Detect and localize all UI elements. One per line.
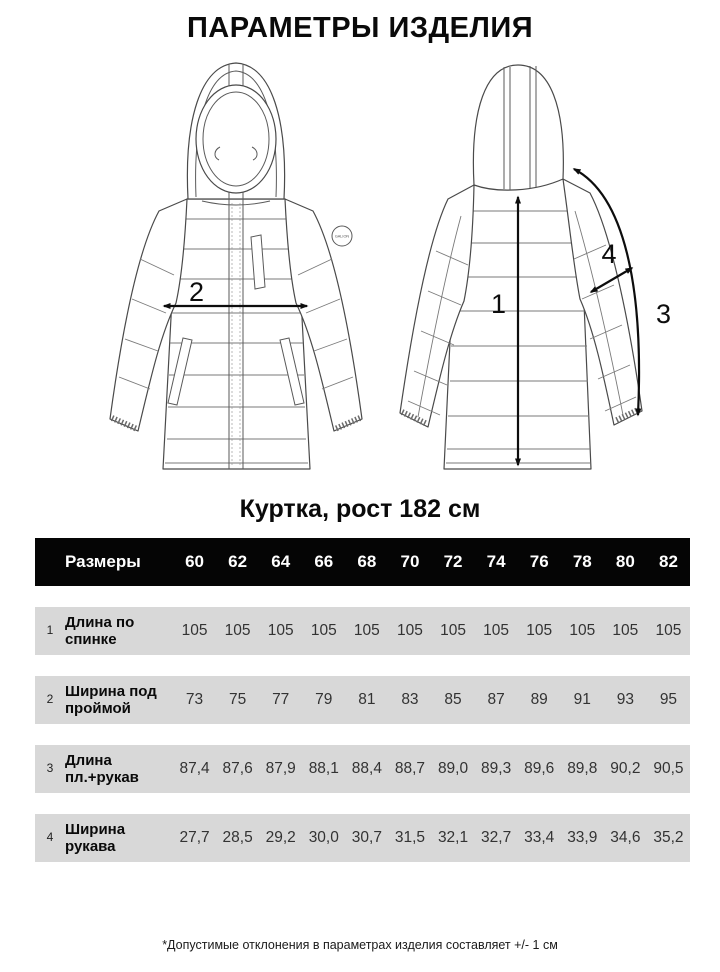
row-label: Длина пл.+рукав bbox=[65, 751, 139, 786]
front-hood-opening-outer bbox=[196, 85, 276, 193]
row-number: 1 bbox=[46, 623, 54, 638]
table-cell: 87,4 bbox=[179, 760, 210, 778]
row-number: 3 bbox=[46, 761, 54, 776]
row-label: Длина по спинке bbox=[65, 613, 135, 648]
size-table-header bbox=[35, 538, 690, 586]
table-cell: 105 bbox=[397, 622, 423, 640]
table-cell: 90,5 bbox=[653, 760, 684, 778]
header-size: 80 bbox=[615, 552, 635, 572]
header-size: 78 bbox=[572, 552, 592, 572]
table-cell: 88,1 bbox=[308, 760, 339, 778]
table-cell: 105 bbox=[569, 622, 596, 640]
table-cell: 87,9 bbox=[265, 760, 296, 778]
table-cell: 81 bbox=[358, 691, 376, 709]
table-cell: 90,2 bbox=[610, 760, 641, 778]
size-table-body bbox=[35, 607, 690, 862]
header-size: 64 bbox=[271, 552, 291, 572]
technical-drawings bbox=[0, 51, 720, 493]
table-cell: 105 bbox=[224, 622, 251, 640]
table-cell: 105 bbox=[483, 622, 510, 640]
table-cell: 95 bbox=[659, 691, 678, 709]
table-cell: 105 bbox=[526, 622, 553, 640]
table-title: Куртка, рост 182 см bbox=[239, 495, 481, 523]
table-cell: 105 bbox=[267, 622, 294, 640]
row-number: 4 bbox=[46, 830, 54, 845]
table-cell: 79 bbox=[315, 691, 333, 709]
table-cell: 105 bbox=[181, 622, 208, 640]
table-cell: 30,7 bbox=[351, 829, 382, 847]
table-cell: 87,6 bbox=[222, 760, 253, 778]
table-cell: 30,0 bbox=[308, 829, 339, 847]
table-cell: 31,5 bbox=[394, 829, 426, 847]
header-size: 74 bbox=[486, 552, 506, 572]
table-cell: 77 bbox=[272, 691, 290, 709]
header-size: 60 bbox=[185, 552, 204, 572]
row-label: Ширина под проймой bbox=[65, 682, 157, 717]
table-cell: 88,4 bbox=[351, 760, 382, 778]
table-cell: 32,7 bbox=[481, 829, 512, 847]
table-cell: 28,5 bbox=[222, 829, 253, 847]
table-cell: 73 bbox=[185, 691, 204, 709]
table-cell: 93 bbox=[616, 691, 634, 709]
footnote: *Допустимые отклонения в параметрах изделия составляет +/- 1 см bbox=[162, 938, 558, 952]
table-cell: 89,8 bbox=[567, 760, 598, 778]
table-cell: 87 bbox=[487, 691, 505, 709]
jacket-front-drawing bbox=[84, 51, 384, 493]
header-size: 76 bbox=[529, 552, 549, 572]
back-length-label: 1 bbox=[490, 289, 506, 319]
header-label: Размеры bbox=[65, 552, 141, 572]
header-size: 70 bbox=[400, 552, 420, 572]
table-cell: 89,3 bbox=[481, 760, 512, 778]
table-cell: 35,2 bbox=[653, 829, 684, 847]
size-table bbox=[35, 538, 690, 862]
header-size: 82 bbox=[658, 552, 678, 572]
table-cell: 105 bbox=[353, 622, 380, 640]
table-row bbox=[35, 745, 690, 793]
table-cell: 33,9 bbox=[567, 829, 598, 847]
table-cell: 85 bbox=[444, 691, 462, 709]
row-number: 2 bbox=[46, 692, 54, 707]
table-cell: 89 bbox=[530, 691, 548, 709]
chest-width-label: 2 bbox=[189, 277, 205, 307]
table-cell: 34,6 bbox=[610, 829, 641, 847]
table-cell: 29,2 bbox=[265, 829, 296, 847]
header-size: 68 bbox=[357, 552, 377, 572]
jacket-back-drawing bbox=[384, 51, 696, 493]
table-cell: 105 bbox=[440, 622, 466, 640]
sleeve-width-label: 4 bbox=[601, 239, 617, 269]
row-label: Ширина рукава bbox=[65, 820, 126, 855]
table-cell: 75 bbox=[228, 691, 247, 709]
header-size: 72 bbox=[443, 552, 463, 572]
sleeve-outer-label: 3 bbox=[656, 299, 672, 329]
back-hood-outline bbox=[473, 65, 563, 190]
table-cell: 105 bbox=[612, 622, 639, 640]
header-size: 62 bbox=[228, 552, 248, 572]
header-size: 66 bbox=[314, 552, 334, 572]
table-cell: 89,6 bbox=[524, 760, 555, 778]
table-cell: 88,7 bbox=[394, 760, 426, 778]
table-cell: 105 bbox=[655, 622, 682, 640]
table-cell: 32,1 bbox=[437, 829, 469, 847]
table-cell: 33,4 bbox=[524, 829, 555, 847]
table-cell: 27,7 bbox=[179, 829, 210, 847]
table-cell: 91 bbox=[573, 691, 591, 709]
sleeve-logo-text: GALION bbox=[334, 234, 350, 239]
page-title: ПАРАМЕТРЫ ИЗДЕЛИЯ bbox=[186, 12, 534, 44]
table-cell: 83 bbox=[401, 691, 419, 709]
table-cell: 105 bbox=[310, 622, 337, 640]
table-row bbox=[35, 607, 690, 655]
table-cell: 89,0 bbox=[437, 760, 469, 778]
table-row bbox=[35, 814, 690, 862]
table-row bbox=[35, 676, 690, 724]
